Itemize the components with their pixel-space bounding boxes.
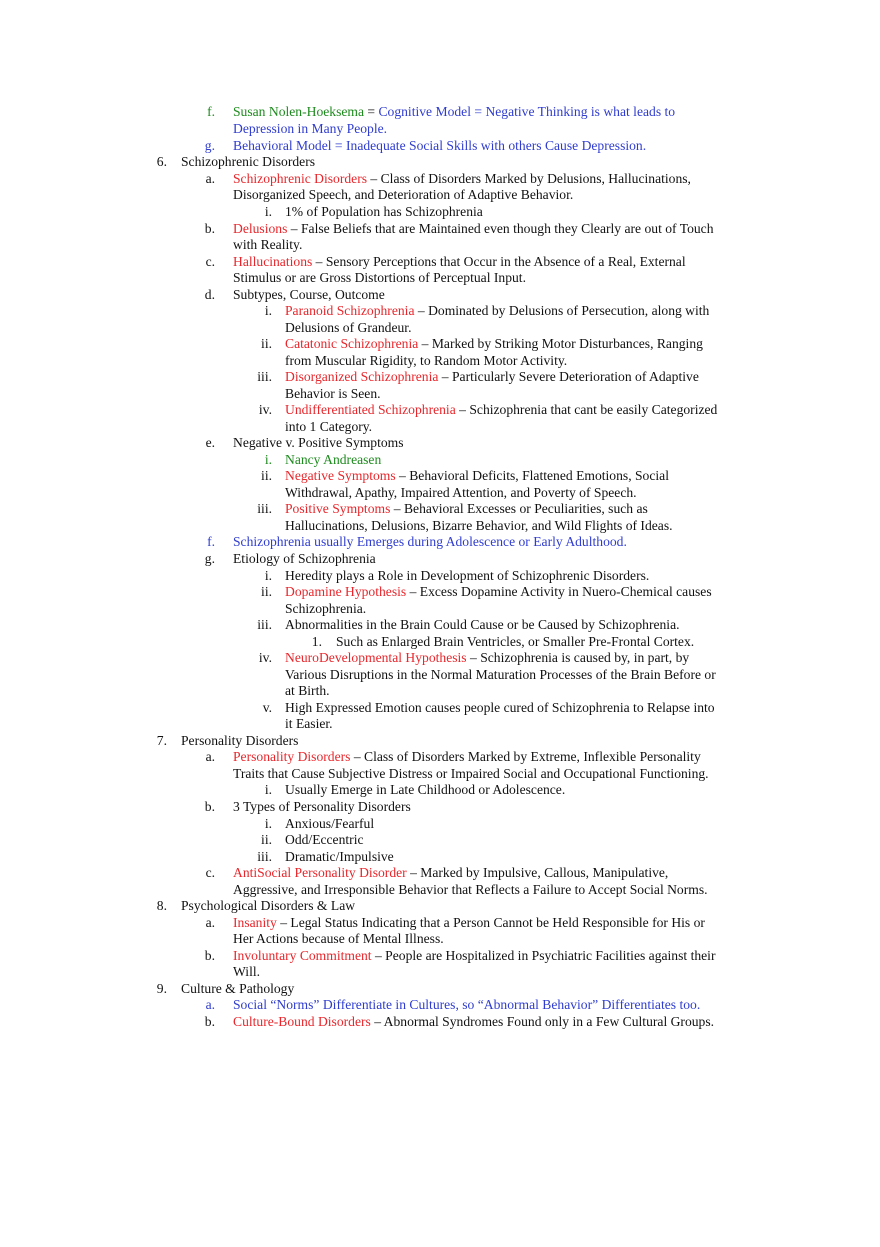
outline-line [285,401,717,418]
line-text: Schizophrenic Disorders [181,154,316,169]
list-marker: 7. [156,733,167,748]
outline-line [233,120,387,137]
list-marker: 1. [311,634,322,649]
line-text: Odd/Eccentric [285,832,364,847]
line-text: it Easier. [285,716,333,731]
line-text: – Particularly Severe Deterioration of Adaptive [438,369,699,384]
highlight-text: Depression in Many People. [233,121,388,136]
list-marker: b. [204,1014,215,1029]
outline-line [285,666,716,683]
term: Dopamine Hypothesis [285,584,407,599]
term: AntiSocial Personality Disorder [233,865,407,880]
line-text: 3 Types of Personality Disorders [233,799,411,814]
line-text: – Class of Disorders Marked by Extreme, Inflexible Personality [350,749,701,764]
list-marker: iv. [258,402,272,417]
outline-line [233,914,705,931]
term: Positive Symptoms [285,501,391,516]
list-marker: 9. [156,981,167,996]
outline-line [285,203,483,220]
list-marker: a. [205,915,215,930]
list-marker: a. [205,997,215,1012]
line-text: Such as Enlarged Brain Ventricles, or Smaller Pre-Frontal Cortex. [336,634,695,649]
outline-line [233,269,526,286]
outline-line [285,418,372,435]
outline-line [233,236,302,253]
list-marker: b. [204,799,215,814]
term: Schizophrenic Disorders [233,171,368,186]
list-marker: 6. [156,154,167,169]
term: Negative Symptoms [285,468,396,483]
term: NeuroDevelopmental Hypothesis [285,650,467,665]
highlight-text: Schizophrenia usually Emerges during Adolescence or Early Adulthood. [233,534,627,549]
outline-line [285,699,715,716]
line-text: Heredity plays a Role in Development of Schizophrenic Disorders. [285,568,650,583]
line-text: – False Beliefs that are Maintained even though they Clearly are out of Touch [287,221,714,236]
list-marker: c. [205,865,215,880]
list-marker: 8. [156,898,167,913]
line-text: Dramatic/Impulsive [285,849,394,864]
term: Paranoid Schizophrenia [285,303,415,318]
list-marker: f. [207,104,215,119]
list-marker: ii. [261,584,272,599]
term: Insanity [233,915,277,930]
list-marker: b. [204,948,215,963]
line-text: Subtypes, Course, Outcome [233,287,385,302]
outline-line [233,765,709,782]
outline-line [233,1013,714,1030]
outline-line [181,980,294,997]
highlight-text: Susan Nolen-Hoeksema [233,104,364,119]
line-text: Abnormalities in the Brain Could Cause or be Caused by Schizophrenia. [285,617,680,632]
outline-line [285,616,680,633]
line-text: Withdrawal, Apathy, Impaired Attention, and Poverty of Speech. [285,485,637,500]
outline-line [233,220,714,237]
highlight-text: Social “Norms” Differentiate in Cultures, so “Abnormal Behavior” Differentiates too. [233,997,701,1012]
outline-line [233,930,444,947]
line-text: High Expressed Emotion causes people cured of Schizophrenia to Relapse into [285,700,715,715]
list-marker: i. [264,816,272,831]
outline-line [285,815,374,832]
line-text: Various Disruptions in the Normal Maturation Processes of the Brain Before or [285,667,716,682]
term: Undifferentiated Schizophrenia [285,402,456,417]
outline-line [336,633,694,650]
line-text: – Sensory Perceptions that Occur in the Absence of a Real, External [312,254,686,269]
highlight-text: Nancy Andreasen [285,452,382,467]
list-marker: ii. [261,832,272,847]
line-text: – Schizophrenia that cant be easily Categorized [455,402,718,417]
outline-line [233,434,404,451]
line-text: Will. [233,964,261,979]
outline-line [285,484,637,501]
list-marker: iii. [257,501,272,516]
list-marker: c. [205,254,215,269]
highlight-text: Behavioral Model = Inadequate Social Skills with others Cause Depression. [233,138,647,153]
list-marker: iii. [257,617,272,632]
outline-line [285,302,709,319]
line-text: – Marked by Impulsive, Callous, Manipulative, [406,865,669,880]
outline-line [233,864,668,881]
list-marker: a. [205,749,215,764]
line-text: Anxious/Fearful [285,816,375,831]
outline-line [285,649,689,666]
outline-line [285,368,699,385]
outline-line [181,153,315,170]
list-marker: ii. [261,468,272,483]
line-text: Her Actions because of Mental Illness. [233,931,444,946]
line-text: – Marked by Striking Motor Disturbances, Ranging [418,336,703,351]
outline-line [285,517,673,534]
list-marker: g. [204,138,215,153]
list-marker: ii. [261,336,272,351]
outline-line [285,831,364,848]
outline-line [285,500,648,517]
line-text: – Abnormal Syndromes Found only in a Few Cultural Groups. [370,1014,715,1029]
line-text: Schizophrenia. [285,601,367,616]
line-text: – People are Hospitalized in Psychiatric Facilities against their [371,948,716,963]
outline-line [233,170,691,187]
line-text: 1% of Population has Schizophrenia [285,204,483,219]
outline-line [233,137,646,154]
outline-line [285,583,712,600]
line-text: Culture & Pathology [181,981,295,996]
outline-line [233,963,260,980]
outline-line [233,550,376,567]
line-text: Usually Emerge in Late Childhood or Adolescence. [285,782,566,797]
outline-line [233,253,686,270]
outline-line [233,103,675,120]
term: Delusions [233,221,288,236]
line-text: Traits that Cause Subjective Distress or Impaired Social and Occupational Functioning. [233,766,709,781]
line-text: Aggressive, and Irresponsible Behavior that Reflects a Failure to Accept Social Norms. [233,882,708,897]
line-text: – Behavioral Excesses or Peculiarities, such as [390,501,648,516]
list-marker: v. [262,700,272,715]
line-text: Personality Disorders [181,733,299,748]
line-text: – Schizophrenia is caused by, in part, by [466,650,690,665]
outline-line [181,732,298,749]
line-text: with Reality. [233,237,303,252]
line-text: Etiology of Schizophrenia [233,551,376,566]
outline-line [233,533,627,550]
term: Involuntary Commitment [233,948,372,963]
outline-line [233,881,708,898]
list-marker: g. [204,551,215,566]
line-text: Behavior is Seen. [285,386,381,401]
outline-line [233,996,700,1013]
line-text: Psychological Disorders & Law [181,898,356,913]
line-text: – Behavioral Deficits, Flattened Emotions, Social [395,468,669,483]
outline-line [233,186,573,203]
line-text: from Muscular Rigidity, to Random Motor Activity. [285,353,568,368]
line-text: = [364,104,379,119]
outline-line [285,467,669,484]
list-marker: a. [205,171,215,186]
line-text: – Class of Disorders Marked by Delusions, Hallucinations, [367,171,691,186]
line-text: Delusions of Grandeur. [285,320,412,335]
list-marker: e. [205,435,215,450]
outline-line [233,748,701,765]
list-marker: i. [264,452,272,467]
list-marker: iv. [258,650,272,665]
term: Hallucinations [233,254,313,269]
list-marker: i. [264,303,272,318]
outline-line [285,319,411,336]
term: Personality Disorders [233,749,351,764]
list-marker: i. [264,204,272,219]
outline-line [233,286,385,303]
list-marker: iii. [257,849,272,864]
outline-line [285,600,366,617]
outline-line [285,352,567,369]
list-marker: b. [204,221,215,236]
outline-line [285,848,394,865]
outline-line [285,715,333,732]
outline-line [285,682,330,699]
line-text: – Excess Dopamine Activity in Nuero-Chemical causes [406,584,712,599]
outline-line [285,451,381,468]
list-marker: i. [264,568,272,583]
list-marker: d. [204,287,215,302]
line-text: Disorganized Speech, and Deterioration of Adaptive Behavior. [233,187,574,202]
line-text: into 1 Category. [285,419,373,434]
outline-line [285,567,649,584]
line-text: Stimulus or are Gross Distortions of Perceptual Input. [233,270,526,285]
list-marker: f. [207,534,215,549]
line-text: – Dominated by Delusions of Persecution, along with [414,303,710,318]
highlight-text: Cognitive Model = Negative Thinking is what leads to [378,104,676,119]
outline-line [285,781,565,798]
list-marker: i. [264,782,272,797]
list-marker: iii. [257,369,272,384]
outline-line [233,947,715,964]
line-text: Negative v. Positive Symptoms [233,435,404,450]
line-text: at Birth. [285,683,330,698]
line-text: Hallucinations, Delusions, Bizarre Behavior, and Wild Flights of Ideas. [285,518,673,533]
outline-line [285,385,381,402]
term: Culture-Bound Disorders [233,1014,371,1029]
outline-line [285,335,703,352]
outline-line [233,798,411,815]
term: Catatonic Schizophrenia [285,336,419,351]
outline-line [181,897,355,914]
line-text: – Legal Status Indicating that a Person Cannot be Held Responsible for His or [276,915,705,930]
term: Disorganized Schizophrenia [285,369,439,384]
